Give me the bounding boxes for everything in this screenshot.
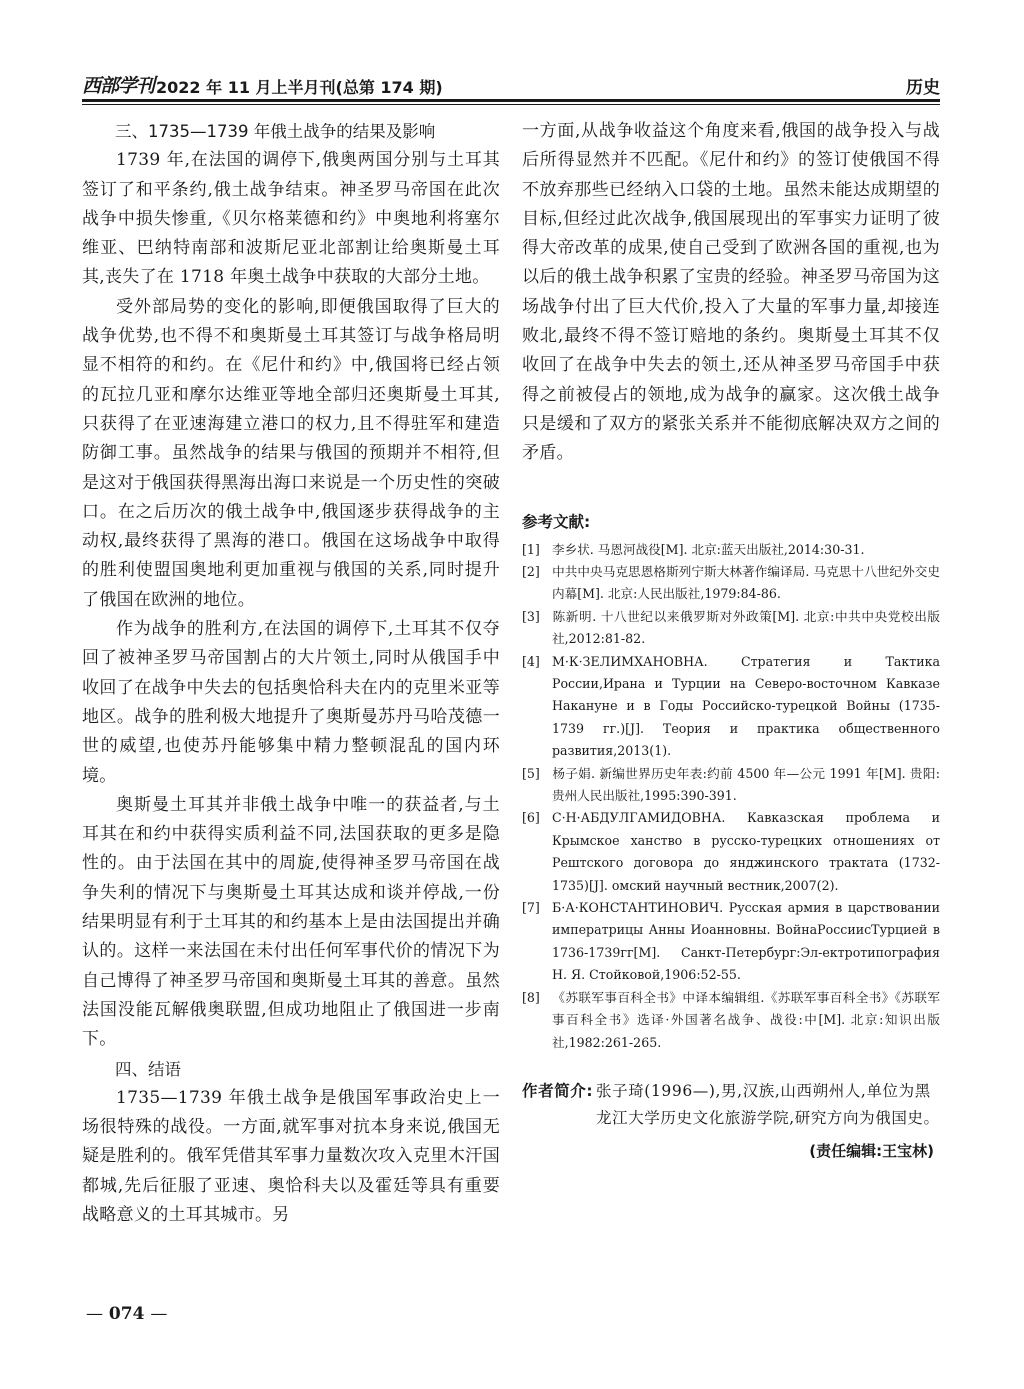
page-number: 074 <box>108 1304 145 1324</box>
reference-item: [1] 李乡状. 马恩河战役[M]. 北京:蓝天出版社,2014:30-31. <box>522 541 865 557</box>
page-footer <box>86 1304 167 1324</box>
page-header <box>82 72 940 98</box>
footer-dash-left: — <box>86 1304 103 1324</box>
reference-item: [7] Б·А·КОНСТАНТИНОВИЧ. Русская армия в царствовании императрицы Анны Иоанновны. ВойнаРоссиисТурцией в 1736-1739гг[M]. Санкт-Петербург:Эл-ектротипография Н. Я. Стойковой,1906:52-55. <box>522 900 940 983</box>
right-column <box>522 117 940 1163</box>
header-rule-thick <box>82 99 940 102</box>
reference-item: [4] М·К·ЗЕЛИМХАНОВНА. Стратегия и Тактика России,Ирана и Турции на Северо-восточном Кавказе Накануне и в Годы Российско-турецкой Войны (1735-1739 гг.)[J]. Теория и практика общественного развития,2013(1). <box>522 653 940 759</box>
responsible-editor: (责任编辑:王宝林) <box>809 1141 934 1160</box>
footer-dash-right: — <box>150 1304 168 1324</box>
references-title: 参考文献: <box>522 512 591 531</box>
reference-item: [5] 杨子娟. 新编世界历史年表:约前 4500 年—公元 1991 年[M]. 贵阳:贵州人民出版社,1995:390-391. <box>522 765 940 804</box>
header-left <box>82 71 443 98</box>
references-list <box>522 539 940 1054</box>
paragraph: 奥斯曼土耳其并非俄土战争中唯一的获益者,与土耳其在和约中获得实质利益不同,法国获取的更多是隐性的。由于法国在其中的周旋,使得神圣罗马帝国在战争失利的情况下与奥斯曼土耳其达成和谈并停战,一份结果明显有利于土耳其的和约基本上是由法国提出并确认的。这样一来法国在未付出任何军事代价的情况下为自己博得了神圣罗马帝国和奥斯曼土耳其的善意。虽然法国没能瓦解俄奥联盟,但成功地阻止了俄国进一步南下。 <box>82 794 500 1050</box>
left-column <box>82 117 500 1230</box>
journal-logo: 西部学刊 <box>82 75 155 97</box>
header-rule-thin <box>82 104 940 105</box>
author-bio-text: 张子琦(1996—),男,汉族,山西朔州人,单位为黑龙江大学历史文化旅游学院,研究方向为俄国史。 <box>596 1081 940 1128</box>
issue-info: 2022 年 11 月上半月刊(总第 174 期) <box>156 78 443 97</box>
author-bio-label: 作者简介: <box>522 1081 594 1100</box>
paragraph: 1739 年,在法国的调停下,俄奥两国分别与土耳其签订了和平条约,俄土战争结束。神圣罗马帝国在此次战争中损失惨重,《贝尔格莱德和约》中奥地利将塞尔维亚、巴纳特南部和波斯尼亚北部割让给奥斯曼土耳其,丧失了在 1718 年奥土战争中获取的大部分土地。 <box>82 150 500 288</box>
reference-item: [8] 《苏联军事百科全书》中译本编辑组.《苏联军事百科全书》《苏联军事百科全书》选译·外国著名战争、战役:中[M]. 北京:知识出版社,1982:261-265. <box>522 989 940 1050</box>
paragraph-continued: 一方面,从战争收益这个角度来看,俄国的战争投入与战后所得显然并不匹配。《尼什和约》的签订使俄国不得不放弃那些已经纳入口袋的土地。虽然未能达成期望的目标,但经过此次战争,俄国展现出的军事实力证明了彼得大帝改革的成果,使自己受到了欧洲各国的重视,也为以后的俄土战争积累了宝贵的经验。神圣罗马帝国为这场战争付出了巨大代价,投入了大量的军事力量,却接连败北,最终不得不签订赔地的条约。奥斯曼土耳其不仅收回了在战争中失去的领土,还从神圣罗马帝国手中获得之前被侵占的领地,成为战争的赢家。这次俄土战争只是缓和了双方的紧张关系并不能彻底解决双方之间的矛盾。 <box>522 121 940 464</box>
paragraph: 作为战争的胜利方,在法国的调停下,土耳其不仅夺回了被神圣罗马帝国割占的大片领土,同时从俄国手中收回了在战争中失去的包括奥恰科夫在内的克里米亚等地区。战争的胜利极大地提升了奥斯曼苏丹马哈茂德一世的威望,也使苏丹能够集中精力整顿混乱的国内环境。 <box>82 619 500 786</box>
author-bio <box>522 1078 940 1133</box>
section-heading-3: 三、1735—1739 年俄土战争的结果及影响 <box>115 122 436 141</box>
paragraph: 受外部局势的变化的影响,即便俄国取得了巨大的战争优势,也不得不和奥斯曼土耳其签订与战争格局明显不相符的和约。在《尼什和约》中,俄国将已经占领的瓦拉几亚和摩尔达维亚等地全部归还奥斯曼土耳其,只获得了在亚速海建立港口的权力,且不得驻军和建造防御工事。虽然战争的结果与俄国的预期并不相符,但是这对于俄国获得黑海出海口来说是一个历史性的突破口。在之后历次的俄土战争中,俄国逐步获得战争的主动权,最终获得了黑海的港口。俄国在这场战争中取得的胜利使盟国奥地利更加重视与俄国的关系,同时提升了俄国在欧洲的地位。 <box>82 296 500 610</box>
reference-item: [2] 中共中央马克思恩格斯列宁斯大林著作编译局. 马克思十八世纪外交史内幕[M]. 北京:人民出版社,1979:84-86. <box>522 563 940 602</box>
reference-item: [6] С·Н·АБДУЛГАМИДОВНА. Кавказская проблема и Крымское ханство в русско-турецких отношениях от Рештского договора до янджинского трактата (1732-1735)[J]. омский научный вестник,2007(2). <box>522 810 940 893</box>
paragraph: 1735—1739 年俄土战争是俄国军事政治史上一场很特殊的战役。一方面,就军事对抗本身来说,俄国无疑是胜利的。俄军凭借其军事力量数次攻入克里木汗国都城,先后征服了亚速、奥恰科夫以及霍廷等具有重要战略意义的土耳其城市。另 <box>82 1087 500 1225</box>
section-heading-4: 四、结语 <box>115 1059 181 1079</box>
reference-item: [3] 陈新明. 十八世纪以来俄罗斯对外政策[M]. 北京:中共中央党校出版社,2012:81-82. <box>522 608 940 647</box>
section-label: 历史 <box>906 78 940 98</box>
